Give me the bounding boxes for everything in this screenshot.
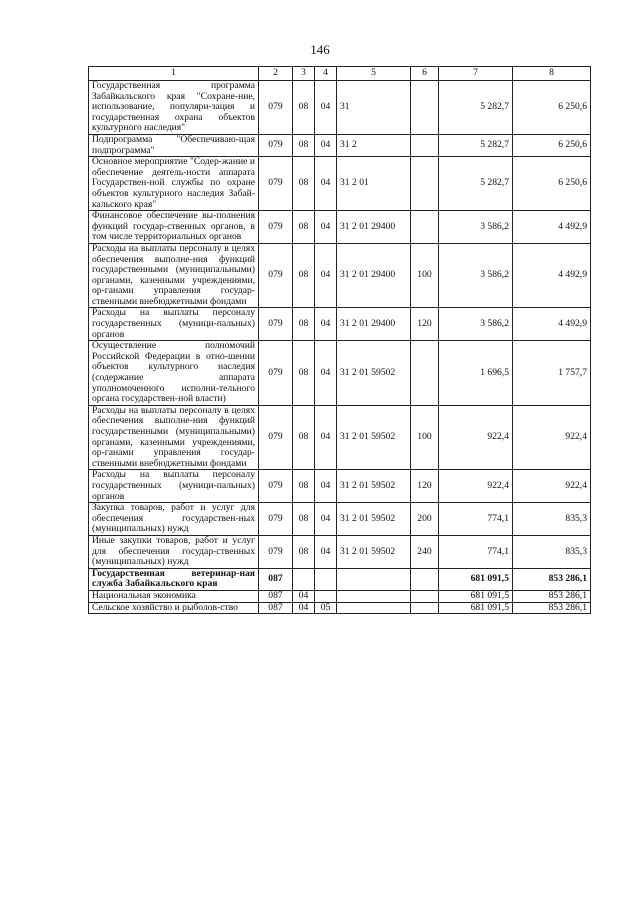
table-row xyxy=(89,590,591,602)
row-subsection: 04 xyxy=(315,535,337,568)
row-expense-type: 100 xyxy=(411,405,439,470)
row-subsection: 04 xyxy=(315,405,337,470)
row-subsection: 05 xyxy=(315,602,337,614)
row-target-article: 31 2 01 29400 xyxy=(337,243,411,308)
row-target-article: 31 2 01 59502 xyxy=(337,470,411,503)
row-section: 08 xyxy=(293,503,315,536)
row-section: 04 xyxy=(293,602,315,614)
row-admin-code: 079 xyxy=(259,157,293,211)
row-subsection: 04 xyxy=(315,243,337,308)
column-header: 7 xyxy=(439,67,513,81)
row-amount-1: 5 282,7 xyxy=(439,81,513,135)
row-subsection: 04 xyxy=(315,157,337,211)
row-name: Финансовое обеспечение вы-полнения функций государ-ственных органов, в том числе территориальных органов xyxy=(89,211,259,244)
row-name: Осуществление полномочий Российской Федерации в отно-шении объектов культурного наследия (содержание аппарата уполномоченного исполни-тельного органа государствен-ной власти) xyxy=(89,341,259,406)
row-name: Расходы на выплаты персоналу государственных (муници-пальных) органов xyxy=(89,308,259,341)
row-amount-1: 1 696,5 xyxy=(439,341,513,406)
row-subsection: 04 xyxy=(315,134,337,156)
row-target-article: 31 2 01 29400 xyxy=(337,211,411,244)
table-row xyxy=(89,134,591,156)
row-name: Государственная программа Забайкальского края "Сохране-ние, использование, популяри-зация и государственная охрана объектов культурного наследия" xyxy=(89,81,259,135)
row-amount-2: 1 757,7 xyxy=(513,341,591,406)
row-admin-code: 079 xyxy=(259,405,293,470)
row-amount-1: 922,4 xyxy=(439,470,513,503)
row-target-article: 31 2 01 59502 xyxy=(337,535,411,568)
row-section: 08 xyxy=(293,134,315,156)
row-section: 08 xyxy=(293,470,315,503)
row-amount-2: 4 492,9 xyxy=(513,211,591,244)
row-amount-2: 6 250,6 xyxy=(513,157,591,211)
row-amount-1: 5 282,7 xyxy=(439,157,513,211)
row-name: Национальная экономика xyxy=(89,590,259,602)
row-expense-type: 100 xyxy=(411,243,439,308)
row-name: Основное мероприятие "Содер-жание и обеспечение деятель-ности аппарата Государствен-ной службы по охране объектов культурного наследия Забай-кальского края" xyxy=(89,157,259,211)
table-row xyxy=(89,308,591,341)
row-admin-code: 079 xyxy=(259,535,293,568)
row-expense-type xyxy=(411,157,439,211)
column-header: 8 xyxy=(513,67,591,81)
row-expense-type xyxy=(411,211,439,244)
row-target-article: 31 xyxy=(337,81,411,135)
row-name: Расходы на выплаты персоналу государственных (муници-пальных) органов xyxy=(89,470,259,503)
table-row xyxy=(89,535,591,568)
row-section: 08 xyxy=(293,157,315,211)
row-amount-1: 681 091,5 xyxy=(439,568,513,590)
row-subsection xyxy=(315,568,337,590)
row-section: 08 xyxy=(293,535,315,568)
row-expense-type: 200 xyxy=(411,503,439,536)
row-section: 04 xyxy=(293,590,315,602)
row-name: Иные закупки товаров, работ и услуг для обеспечения государ-ственных (муниципальных) нужд xyxy=(89,535,259,568)
row-admin-code: 079 xyxy=(259,243,293,308)
table-row xyxy=(89,405,591,470)
row-admin-code: 087 xyxy=(259,590,293,602)
table-row xyxy=(89,503,591,536)
row-expense-type xyxy=(411,602,439,614)
row-name: Закупка товаров, работ и услуг для обеспечения государствен-ных (муниципальных) нужд xyxy=(89,503,259,536)
row-section: 08 xyxy=(293,81,315,135)
row-subsection: 04 xyxy=(315,470,337,503)
row-target-article xyxy=(337,590,411,602)
row-subsection: 04 xyxy=(315,211,337,244)
table-row xyxy=(89,157,591,211)
row-section: 08 xyxy=(293,211,315,244)
column-header: 3 xyxy=(293,67,315,81)
row-expense-type: 240 xyxy=(411,535,439,568)
row-subsection: 04 xyxy=(315,81,337,135)
row-expense-type xyxy=(411,568,439,590)
table-row xyxy=(89,568,591,590)
row-amount-2: 853 286,1 xyxy=(513,590,591,602)
row-admin-code: 079 xyxy=(259,341,293,406)
row-amount-2: 922,4 xyxy=(513,405,591,470)
row-expense-type xyxy=(411,341,439,406)
row-amount-1: 3 586,2 xyxy=(439,211,513,244)
row-subsection: 04 xyxy=(315,308,337,341)
row-amount-1: 922,4 xyxy=(439,405,513,470)
row-admin-code: 079 xyxy=(259,470,293,503)
row-target-article: 31 2 01 xyxy=(337,157,411,211)
row-amount-2: 922,4 xyxy=(513,470,591,503)
column-header: 4 xyxy=(315,67,337,81)
header-row xyxy=(89,67,591,81)
row-amount-1: 3 586,2 xyxy=(439,243,513,308)
row-expense-type xyxy=(411,590,439,602)
row-amount-2: 835,3 xyxy=(513,535,591,568)
row-amount-2: 853 286,1 xyxy=(513,602,591,614)
row-amount-1: 774,1 xyxy=(439,503,513,536)
table-row xyxy=(89,470,591,503)
row-target-article: 31 2 01 59502 xyxy=(337,503,411,536)
row-target-article xyxy=(337,568,411,590)
row-amount-2: 6 250,6 xyxy=(513,134,591,156)
row-admin-code: 079 xyxy=(259,211,293,244)
row-amount-2: 6 250,6 xyxy=(513,81,591,135)
row-expense-type xyxy=(411,134,439,156)
row-amount-1: 681 091,5 xyxy=(439,590,513,602)
table-body xyxy=(89,81,591,614)
row-expense-type: 120 xyxy=(411,308,439,341)
row-target-article: 31 2 xyxy=(337,134,411,156)
row-target-article: 31 2 01 59502 xyxy=(337,341,411,406)
row-subsection xyxy=(315,590,337,602)
row-expense-type: 120 xyxy=(411,470,439,503)
row-target-article: 31 2 01 59502 xyxy=(337,405,411,470)
row-amount-2: 4 492,9 xyxy=(513,243,591,308)
row-section: 08 xyxy=(293,243,315,308)
row-admin-code: 079 xyxy=(259,308,293,341)
row-amount-1: 774,1 xyxy=(439,535,513,568)
column-header: 2 xyxy=(259,67,293,81)
row-admin-code: 079 xyxy=(259,81,293,135)
row-section: 08 xyxy=(293,405,315,470)
row-section: 08 xyxy=(293,308,315,341)
column-header: 1 xyxy=(89,67,259,81)
table-row xyxy=(89,243,591,308)
row-name: Расходы на выплаты персоналу в целях обеспечения выполне-ния функций государственными (муниципальными) органами, казенными учреждениями, ор-ганами управления государ-ственными внебюджетными фондами xyxy=(89,243,259,308)
budget-table xyxy=(88,66,591,614)
page-number: 146 xyxy=(310,42,330,57)
table-row xyxy=(89,211,591,244)
row-section: 08 xyxy=(293,341,315,406)
row-amount-2: 853 286,1 xyxy=(513,568,591,590)
row-amount-1: 5 282,7 xyxy=(439,134,513,156)
row-admin-code: 079 xyxy=(259,134,293,156)
row-name: Государственная ветеринар-ная служба Забайкальского края xyxy=(89,568,259,590)
row-target-article: 31 2 01 29400 xyxy=(337,308,411,341)
row-subsection: 04 xyxy=(315,503,337,536)
column-header: 6 xyxy=(411,67,439,81)
row-name: Сельское хозяйство и рыболов-ство xyxy=(89,602,259,614)
row-name: Расходы на выплаты персоналу в целях обеспечения выполне-ния функций государственными (муниципальными) органами, казенными учреждениями, ор-ганами управления государ-ственными внебюджетными фондами xyxy=(89,405,259,470)
table-row xyxy=(89,81,591,135)
row-amount-2: 4 492,9 xyxy=(513,308,591,341)
table-row xyxy=(89,341,591,406)
row-amount-1: 681 091,5 xyxy=(439,602,513,614)
row-expense-type xyxy=(411,81,439,135)
row-amount-2: 835,3 xyxy=(513,503,591,536)
row-admin-code: 087 xyxy=(259,568,293,590)
row-subsection: 04 xyxy=(315,341,337,406)
row-target-article xyxy=(337,602,411,614)
row-section xyxy=(293,568,315,590)
row-amount-1: 3 586,2 xyxy=(439,308,513,341)
row-admin-code: 087 xyxy=(259,602,293,614)
row-name: Подпрограмма "Обеспечиваю-щая подпрограмма" xyxy=(89,134,259,156)
row-admin-code: 079 xyxy=(259,503,293,536)
table-row xyxy=(89,602,591,614)
column-header: 5 xyxy=(337,67,411,81)
